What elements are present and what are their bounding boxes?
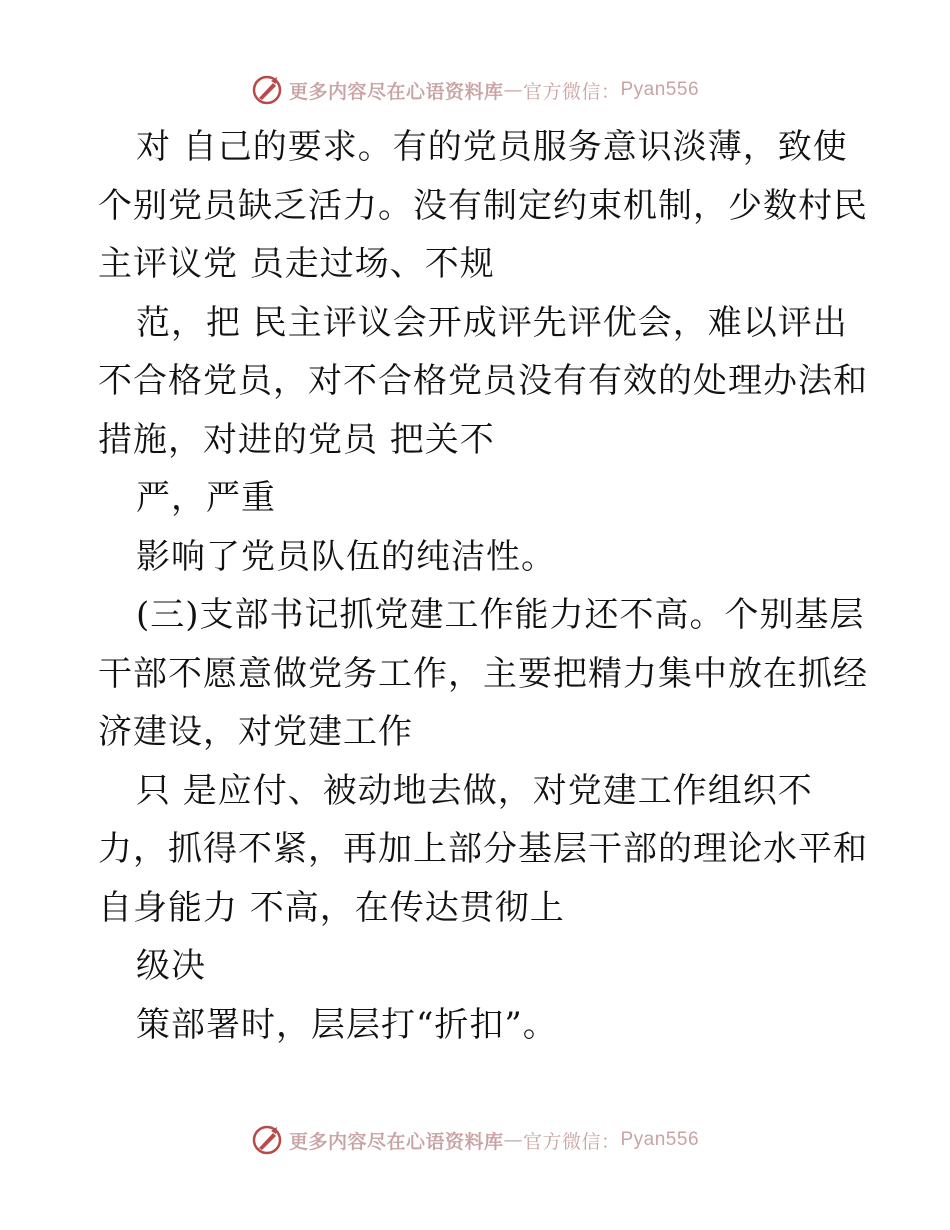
text-line: 干部不愿意做党务工作，主要把精力集中放在抓经	[98, 653, 868, 694]
text-line: 个别党员缺乏活力。没有制定约束机制，少数村民	[98, 185, 868, 226]
watermark-id: Pyan556	[620, 79, 700, 100]
text-line: 严，严重	[136, 478, 276, 518]
watermark-separator: —	[503, 1129, 523, 1151]
header-watermark	[0, 70, 950, 110]
watermark-text: 更多内容尽在心语资料库	[288, 1130, 504, 1153]
text-line: 力，抓得不紧，再加上部分基层干部的理论水平和	[98, 829, 868, 869]
text-line: 范，把 民主评议会开成评先评优会，难以评出	[136, 302, 848, 343]
text-line: 不合格党员，对不合格党员没有有效的处理办法和	[98, 361, 868, 401]
quill-logo-icon	[251, 74, 283, 106]
text-line: 策部署时，层层打“折扣”。	[136, 1004, 558, 1045]
text-line: (三)支部书记抓党建工作能力还不高。个别基层	[136, 595, 865, 635]
footer-watermark	[0, 1120, 950, 1160]
watermark-id: Pyan556	[620, 1129, 700, 1150]
text-line: 自身能力 不高，在传达贯彻上	[98, 887, 565, 928]
text-line: 级决	[136, 946, 206, 986]
text-line: 对 自己的要求。有的党员服务意识淡薄，致使	[136, 127, 848, 167]
document-body	[98, 118, 868, 1054]
watermark-text: 更多内容尽在心语资料库	[288, 80, 504, 103]
text-line: 只 是应付、被动地去做，对党建工作组织不	[136, 770, 813, 811]
watermark-label: 官方微信：	[522, 80, 621, 103]
text-line: 济建设，对党建工作	[98, 712, 413, 752]
watermark-label: 官方微信：	[522, 1130, 621, 1153]
watermark-separator: —	[503, 79, 523, 101]
quill-logo-icon	[251, 1124, 283, 1156]
text-line: 措施，对进的党员 把关不	[98, 419, 495, 460]
text-line: 主评议党 员走过场、不规	[98, 244, 495, 284]
text-line: 影响了党员队伍的纯洁性。	[136, 536, 556, 577]
